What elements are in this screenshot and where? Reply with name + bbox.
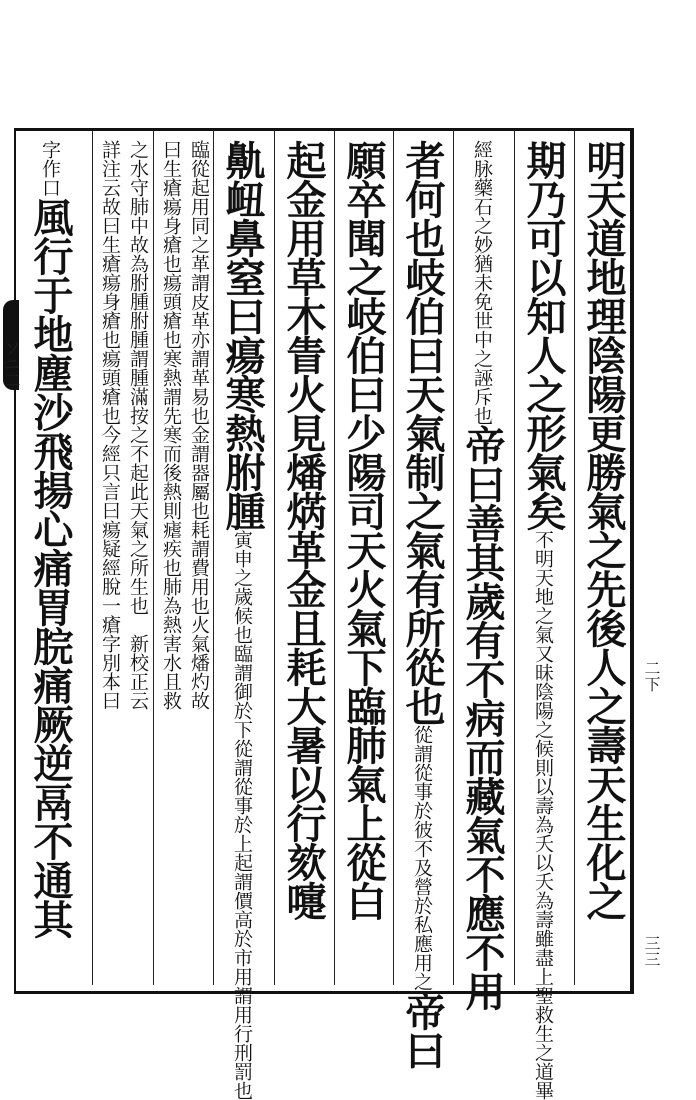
- frame-right-rule: [630, 128, 634, 991]
- column-note-text: 寅申之歲候也臨謂御於下從謂從事於上起謂價高於市用謂用行刑罰也: [231, 530, 253, 1100]
- column-note-text: 字作口: [39, 140, 61, 197]
- text-column-11: 詳注云故曰生瘡瘍身瘡也瘍頭瘡也今經只言曰瘍疑經脫一瘡字別本曰: [98, 140, 121, 710]
- text-column-6: 起金用草木眚火見燔焫革金且耗大暑以行欬嚏: [280, 140, 327, 920]
- text-column-9: 曰生瘡瘍身瘡也瘍頭瘡也寒熱謂先寒而後熱則瘧疾也肺為熱害水且救: [159, 140, 182, 710]
- text-column-4: [399, 140, 446, 1069]
- column-rule: [274, 131, 275, 985]
- column-main-text: 者何也岐伯曰天氣制之氣有所從也: [399, 140, 446, 725]
- text-column-7: [219, 140, 266, 1100]
- text-column-8: 臨從起用同之革謂皮革亦謂革易也金謂器屬也耗謂費用也火氣燔灼故: [187, 140, 210, 710]
- column-rule: [514, 131, 515, 985]
- margin-mark-right: 二下: [642, 660, 661, 692]
- column-rule: [153, 131, 154, 985]
- column-note-text: 從謂從事於彼不及營於私應用之: [411, 725, 433, 991]
- column-rule: [213, 131, 214, 985]
- frame-left-rule: [14, 128, 16, 991]
- margin-mark-left: ソニ二: [2, 340, 21, 388]
- column-rule: [574, 131, 575, 985]
- column-rule: [453, 131, 454, 985]
- text-column-3: [459, 140, 506, 1010]
- column-main-text: 鼽衄鼻窒曰瘍寒熱胕腫: [219, 140, 266, 530]
- column-tail-text: 帝曰: [399, 991, 446, 1069]
- text-column-5: 願卒聞之岐伯曰少陽司天火氣下臨肺氣上從白: [340, 140, 387, 920]
- column-rule: [334, 131, 335, 985]
- text-column-10: 之水守肺中故為胕腫胕腫謂腫滿按之不起此天氣之所生也 新校正云: [126, 140, 149, 710]
- margin-mark-bottom: 三三: [642, 935, 661, 967]
- text-column-2: [520, 140, 567, 1100]
- column-rule: [393, 131, 394, 985]
- column-rule: [92, 131, 93, 985]
- column-note-text: 經脉藥石之妙猶未免世中之誣斥也: [471, 140, 493, 425]
- text-column-12: [27, 140, 74, 938]
- text-column-1: 明天道地理陰陽更勝氣之先後人之壽天生化之: [580, 140, 627, 920]
- column-main-text: 帝曰善其歲有不病而藏氣不應不用: [459, 425, 506, 1010]
- column-main-text: 風行于地塵沙飛揚心痛胃脘痛厥逆鬲不通其: [27, 197, 74, 938]
- column-note-text: 不明天地之氣又昧陰陽之候則以壽為夭以夭為壽雖盡上聖救生之道畢: [532, 530, 554, 1100]
- column-main-text: 期乃可以知人之形氣矣: [520, 140, 567, 530]
